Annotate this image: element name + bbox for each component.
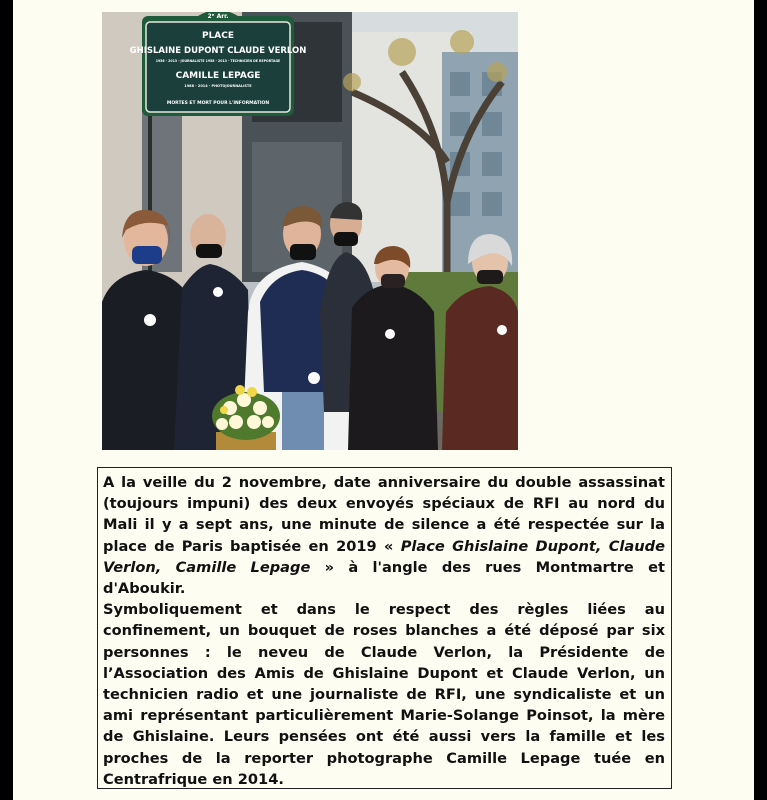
caption-box [97, 467, 672, 789]
street-sign [130, 12, 307, 116]
sign-line1: PLACE [201, 31, 235, 41]
sign-line3: CAMILLE LEPAGE [175, 71, 261, 81]
commemoration-photo [102, 12, 518, 450]
caption-paragraph-2: Symboliquement et dans le respect des règles liées au confinement, un bouquet de roses blanches a été déposé par six personnes : le neveu de Claude Verlon, la Présidente de l’Association des Amis de Ghislaine Dupont et Claude Verlon, un technicien radio et une journaliste de RFI, une syndicaliste et un ami représentant particulièrement Marie-Solange Poinsot, la mère de Ghislaine. Leurs pensées ont été aussi vers la famille et les proches de la reporter photographe Camille Lepage tuée en Centrafrique en 2014. [103, 601, 665, 788]
caption-paragraph-1 [103, 472, 665, 599]
sign-line3-sub: 1988 - 2014 - PHOTOJOURNALISTE [184, 84, 252, 88]
sign-line2: GHISLAINE DUPONT CLAUDE VERLON [129, 46, 307, 56]
caption-place-name: Place Ghislaine Dupont, Claude Verlon, Camille Lepage [103, 537, 666, 576]
sign-footer: MORTES ET MORT POUR L'INFORMATION [166, 101, 270, 106]
sign-arrondissement: 2ᵉ Arr. [207, 13, 229, 20]
caption-p1-after: » à l'angle des rues Montmartre et d'Aboukir. [103, 558, 665, 598]
caption-p1-before: A la veille du 2 novembre, date anniversaire du double assassinat (toujours impuni) des deux envoyés spéciaux de RFI au nord du Mali il y a sept ans, une minute de silence a été respectée sur la place de Paris baptisée en 2019 « [103, 474, 665, 555]
page [13, 0, 754, 800]
sign-line2-sub: 1956 - 2013 - JOURNALISTE 1958 - 2013 - TECHNICIEN DE REPORTAGE [155, 59, 281, 63]
